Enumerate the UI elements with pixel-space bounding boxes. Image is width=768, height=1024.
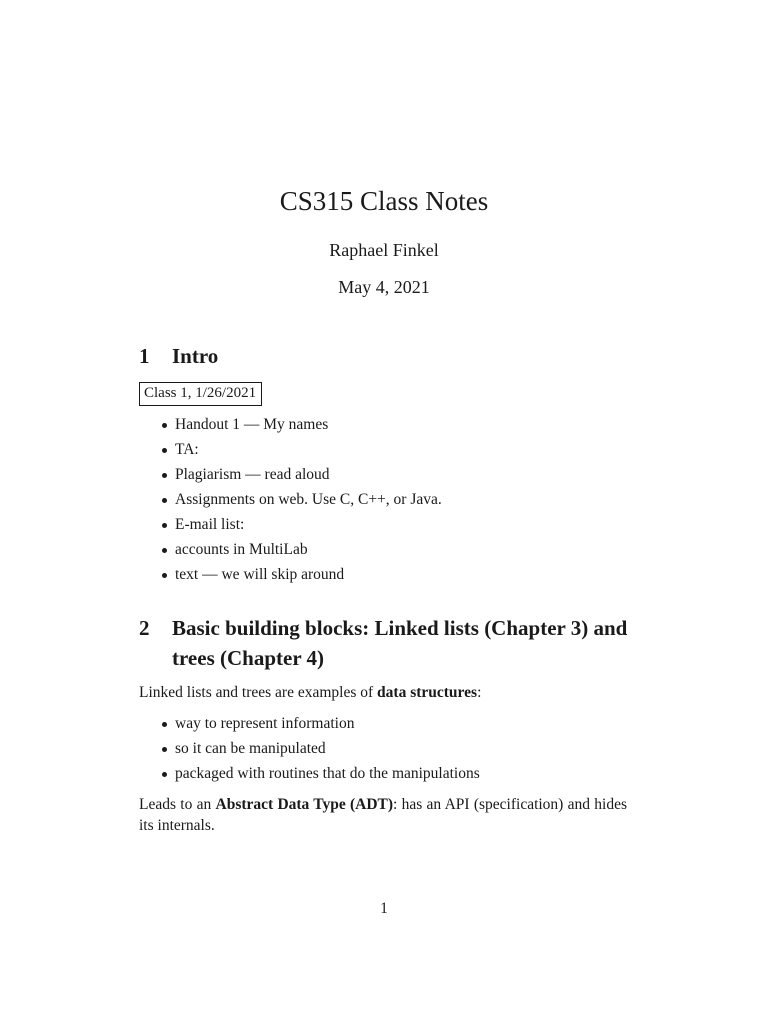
section-1-bullet-list [160,412,442,587]
section-1-heading [139,341,639,371]
bullet-icon [162,523,167,528]
class-label-box: Class 1, 1/26/2021 [139,382,262,406]
bullet-icon [162,772,167,777]
bullet-icon [162,548,167,553]
list-item: accounts in MultiLab [160,537,442,562]
section-2-bullet-list [160,711,480,786]
page-number: 1 [380,900,388,917]
bullet-icon [162,448,167,453]
document-author: Raphael Finkel [329,240,439,260]
bold-term: Abstract Data Type (ADT) [215,796,394,813]
bullet-icon [162,473,167,478]
section-title: Intro [172,344,219,368]
bullet-icon [162,573,167,578]
list-item: text — we will skip around [160,562,442,587]
bold-term: data structures [377,684,478,701]
list-item: E-mail list: [160,512,442,537]
list-item: Plagiarism — read aloud [160,462,442,487]
bullet-icon [162,498,167,503]
bullet-icon [162,747,167,752]
document-title: CS315 Class Notes [279,186,489,216]
list-item: way to represent information [160,711,480,736]
section-number: 2 [139,616,150,640]
section-number: 1 [139,344,150,368]
bullet-icon [162,423,167,428]
document-date: May 4, 2021 [338,277,430,297]
adt-paragraph: Leads to an Abstract Data Type (ADT): has an API (specification) and hides its internals. [139,796,627,834]
list-item: so it can be manipulated [160,736,480,761]
list-item: Assignments on web. Use C, C++, or Java. [160,487,442,512]
bullet-icon [162,722,167,727]
section-2-heading [139,613,639,673]
list-item: Handout 1 — My names [160,412,442,437]
list-item: packaged with routines that do the manipulations [160,761,480,786]
list-item: TA: [160,437,442,462]
section-2-intro: Linked lists and trees are examples of data structures: [139,684,482,701]
section-title: Basic building blocks: Linked lists (Chapter 3) and trees (Chapter 4) [172,616,628,670]
